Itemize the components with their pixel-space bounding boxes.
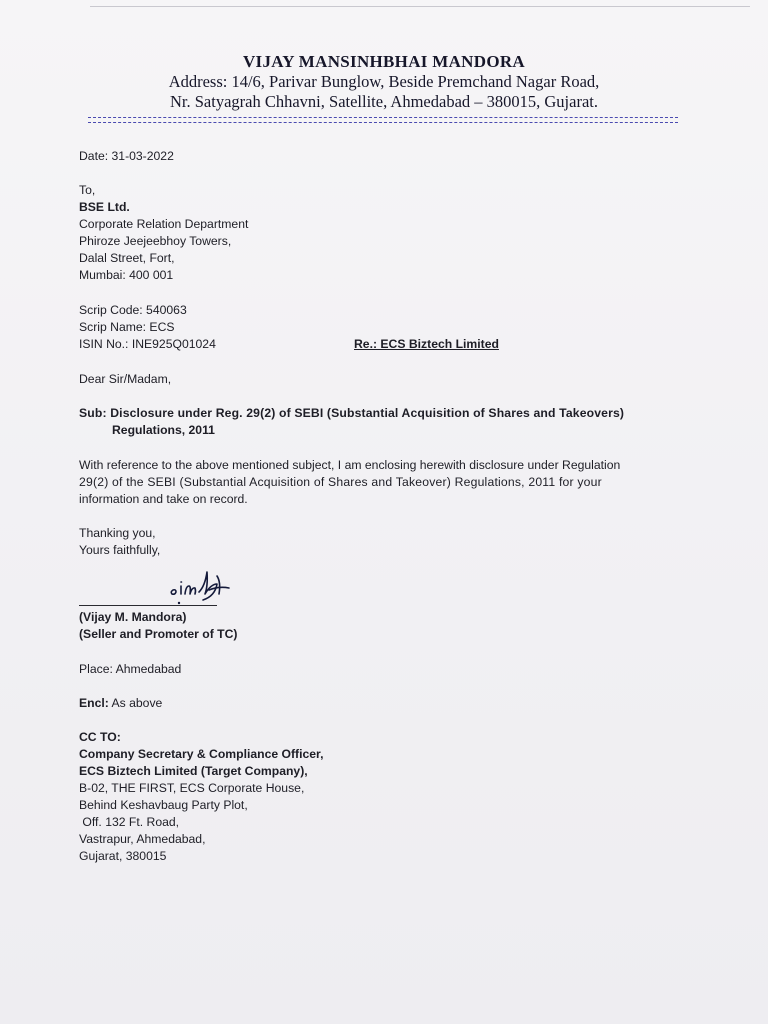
isin-number: ISIN No.: INE925Q01024	[79, 337, 216, 351]
cc-address-line: Off. 132 Ft. Road,	[79, 815, 180, 829]
handwritten-signature	[165, 566, 245, 608]
cc-address-line: B-02, THE FIRST, ECS Corporate House,	[79, 781, 305, 795]
cc-address-line: Gujarat, 380015	[79, 849, 167, 863]
page-edge-rule	[90, 6, 750, 7]
signatory-title: (Seller and Promoter of TC)	[79, 627, 238, 641]
body-line-2: 29(2) of the SEBI (Substantial Acquisition of Shares and Takeover) Regulations, 2011 for your	[79, 475, 602, 489]
closing-line-1: Thanking you,	[79, 526, 156, 540]
signatory-name: (Vijay M. Mandora)	[79, 610, 187, 624]
re-company: Re.: ECS Biztech Limited	[354, 337, 499, 351]
letterhead-address-line-1: Address: 14/6, Parivar Bunglow, Beside Premchand Nagar Road,	[168, 72, 600, 91]
body-paragraph	[79, 457, 687, 508]
cc-heading: CC TO:	[79, 730, 121, 744]
closing-line-2: Yours faithfully,	[79, 543, 161, 557]
cc-bold-line: ECS Biztech Limited (Target Company),	[79, 764, 308, 778]
signature-line	[79, 605, 217, 606]
letter-date: Date: 31-03-2022	[79, 149, 174, 163]
enclosure-value: As above	[108, 696, 163, 710]
body-line-3: information and take on record.	[79, 492, 248, 506]
recipient-to: To,	[79, 183, 96, 197]
recipient-line: Corporate Relation Department	[79, 217, 249, 231]
recipient-line: Mumbai: 400 001	[79, 268, 174, 282]
subject	[79, 405, 687, 439]
enclosure	[79, 695, 162, 712]
recipient-block	[79, 182, 248, 284]
greeting: Dear Sir/Madam,	[79, 372, 172, 386]
letterhead-name: VIJAY MANSINHBHAI MANDORA	[242, 52, 526, 71]
cc-bold-line: Company Secretary & Compliance Officer,	[79, 747, 324, 761]
subject-line-2: Regulations, 2011	[112, 423, 215, 437]
place: Place: Ahmedabad	[79, 662, 182, 676]
recipient-line: Dalal Street, Fort,	[79, 251, 175, 265]
cc-address-line: Vastrapur, Ahmedabad,	[79, 832, 206, 846]
subject-line-1: Sub: Disclosure under Reg. 29(2) of SEBI (Substantial Acquisition of Shares and Takeovers)	[79, 406, 625, 420]
letterhead	[0, 52, 768, 112]
letterhead-divider	[88, 117, 678, 123]
recipient-company: BSE Ltd.	[79, 200, 130, 214]
cc-block	[79, 729, 324, 865]
scrip-code: Scrip Code: 540063	[79, 303, 187, 317]
enclosure-label: Encl:	[79, 696, 109, 710]
closing	[79, 525, 160, 559]
signatory-block	[79, 609, 237, 643]
body-line-1: With reference to the above mentioned subject, I am enclosing herewith disclosure under Regulation	[79, 458, 621, 472]
scrip-block	[79, 302, 216, 353]
cc-address-line: Behind Keshavbaug Party Plot,	[79, 798, 248, 812]
letterhead-address-line-2: Nr. Satyagrah Chhavni, Satellite, Ahmedabad – 380015, Gujarat.	[170, 92, 598, 111]
recipient-line: Phiroze Jeejeebhoy Towers,	[79, 234, 232, 248]
scrip-name: Scrip Name: ECS	[79, 320, 175, 334]
